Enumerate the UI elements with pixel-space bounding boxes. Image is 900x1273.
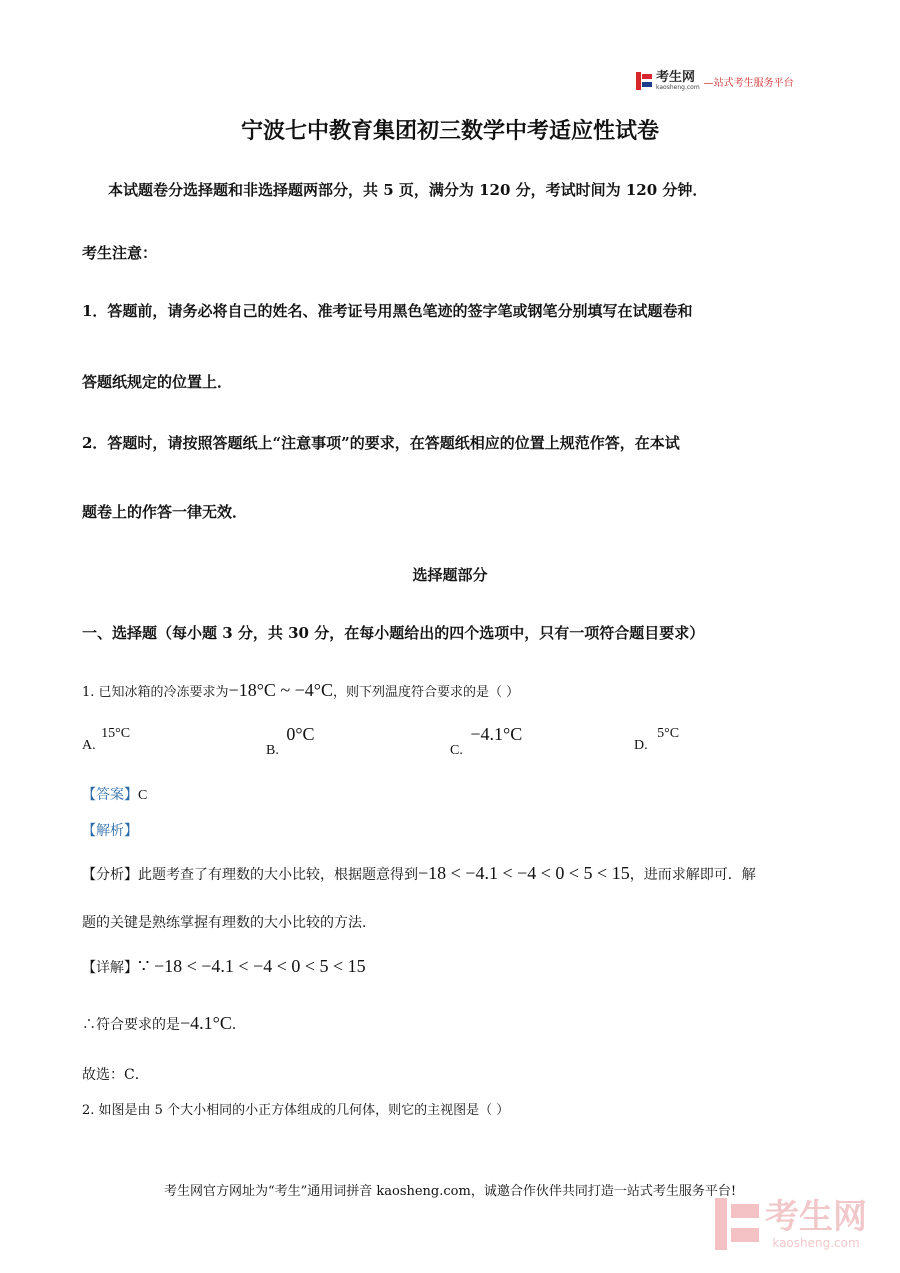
question-1 (82, 680, 519, 701)
option-c[interactable] (450, 724, 523, 758)
fenxi-tag: 【分析】 (82, 867, 138, 883)
logo-domain: kaosheng.com (656, 83, 700, 91)
option-b-label: B. (266, 743, 279, 758)
logo-name: 考生网 (656, 69, 696, 85)
option-a-value: 15°C (101, 726, 131, 741)
therefore-end: ． (231, 1017, 246, 1033)
footer-text: 考生网官方网址为“考生”通用词拼音 kaosheng.com，诚邀合作伙伴共同打造一站式考生服务平台! (163, 1184, 737, 1199)
option-a-label: A. (82, 738, 96, 753)
option-c-value: −4.1°C (470, 724, 523, 744)
exam-intro: 本试题卷分选择题和非选择题两部分，共 5 页，满分为 120 分，考试时间为 120 分钟． (108, 181, 708, 199)
fenxi-line-1 (82, 863, 756, 884)
watermark-domain: kaosheng.com (772, 1236, 860, 1250)
therefore-line (82, 1013, 246, 1034)
watermark (715, 1198, 867, 1250)
question-2: 2. 如图是由 5 个大小相同的小正方体组成的几何体，则它的主视图是（ ） (82, 1103, 510, 1118)
detail-line (82, 956, 366, 977)
option-b[interactable] (266, 724, 315, 758)
fenxi-inequality: −18 < −4.1 < −4 < 0 < 5 < 15 (418, 863, 630, 883)
answer-value: C (138, 788, 148, 803)
question-1-prefix: 1. 已知冰箱的冷冻要求为 (82, 685, 229, 700)
fenxi-text-1: 此题考查了有理数的大小比较，根据题意得到 (138, 867, 418, 883)
watermark-name: 考生网 (765, 1197, 867, 1237)
section-title: 选择题部分 (412, 566, 488, 584)
page-title: 宁波七中教育集团初三数学中考适应性试卷 (240, 118, 659, 144)
logo-slogan: —站式考生服务平台 (703, 77, 794, 89)
answer-tag: 【答案】 (82, 787, 138, 803)
notice-item-2-line-1: 2．答题时，请按照答题纸上“注意事项”的要求，在答题纸相应的位置上规范作答，在本试 (82, 434, 680, 452)
option-a[interactable] (82, 726, 131, 753)
therefore-text: ∴符合要求的是 (82, 1017, 180, 1033)
notice-item-1-line-1: 1．答题前，请务必将自己的姓名、准考证号用黑色笔迹的签字笔或钢笔分别填写在试题卷和 (82, 302, 693, 320)
analysis-tag: 【解析】 (82, 823, 138, 839)
logo-icon (636, 72, 652, 90)
therefore-value: −4.1°C (180, 1013, 232, 1033)
question-1-suffix: ，则下列温度符合要求的是（ ） (333, 685, 520, 700)
option-c-label: C. (450, 743, 463, 758)
notice-heading: 考生注意： (82, 244, 158, 262)
fenxi-text-2: ，进而求解即可．解 (629, 867, 756, 883)
watermark-logo-icon (715, 1198, 759, 1250)
option-d[interactable] (634, 726, 680, 753)
notice-item-1-line-2: 答题纸规定的位置上． (82, 373, 233, 391)
header-logo (636, 70, 794, 92)
part-one-heading: 一、选择题（每小题 3 分，共 30 分，在每小题给出的四个选项中，只有一项符合题目要求） (82, 624, 705, 642)
answer-line (82, 784, 147, 804)
choose-line: 故选：C． (82, 1067, 149, 1083)
detail-tag: 【详解】 (82, 960, 138, 976)
option-b-value: 0°C (286, 724, 315, 744)
detail-because: ∵ −18 < −4.1 < −4 < 0 < 5 < 15 (138, 956, 366, 976)
fenxi-line-2: 题的关键是熟练掌握有理数的大小比较的方法． (82, 915, 376, 931)
option-d-value: 5°C (657, 726, 680, 741)
option-d-label: D. (634, 738, 648, 753)
notice-item-2-line-2: 题卷上的作答一律无效． (82, 503, 248, 521)
question-1-range: −18°C ~ −4°C (228, 680, 333, 700)
